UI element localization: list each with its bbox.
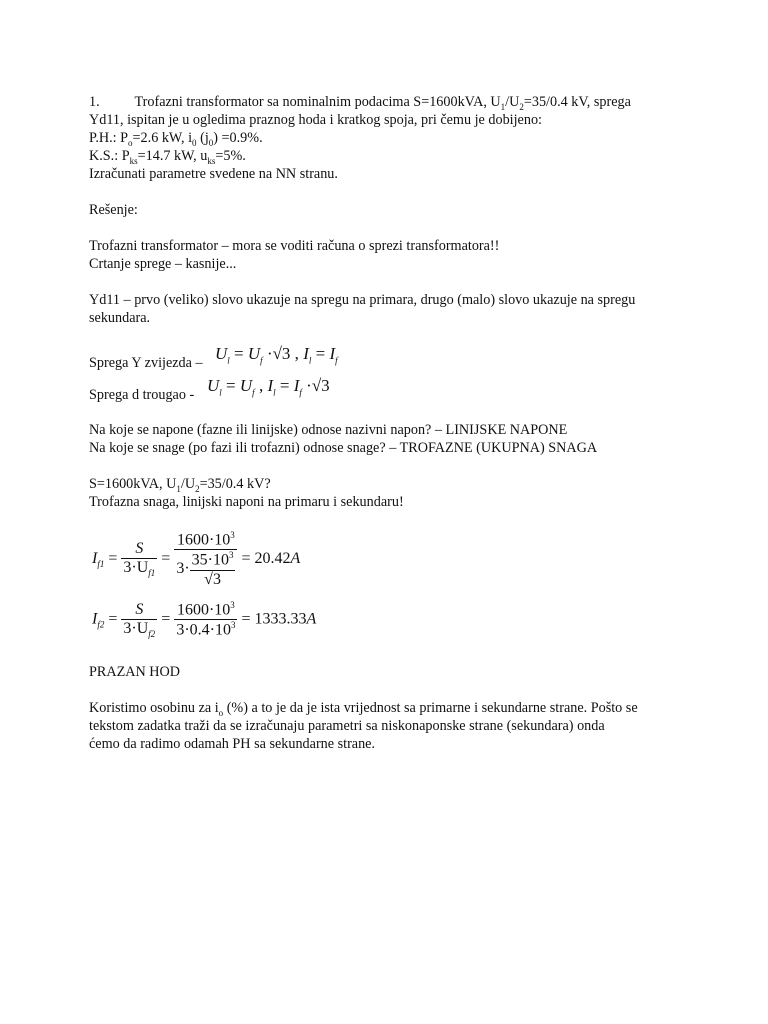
ph-text-c: (j	[196, 130, 209, 146]
eq2-den: 3·U	[123, 619, 149, 637]
eq1-den2-a: 3·	[176, 560, 190, 578]
eq2-den2-sup: 3	[230, 620, 236, 631]
y-label: Sprega Y zvijezda –	[89, 355, 203, 371]
ratings-line-2: Trofazna snaga, linijski naponi na primaru i sekundaru!	[89, 494, 404, 510]
eq2-frac-1	[121, 601, 157, 639]
paragraph-4c: ćemo da radimo odamah PH sa sekundarne strane.	[89, 736, 376, 752]
eq1-lhs-sub: f1	[97, 559, 105, 570]
ks-sub-p: ks	[129, 155, 138, 166]
ks-text-a: K.S.: P	[89, 148, 130, 164]
eq2-lhs: I	[92, 610, 98, 628]
solution-heading: Rešenje:	[89, 202, 138, 218]
d-label: Sprega d trougao -	[89, 387, 195, 403]
ph-text-d: ) =0.9%.	[213, 130, 263, 146]
task-text-1c: =35/0.4 kV, sprega	[523, 94, 631, 110]
u1-subscript: 1	[500, 101, 506, 112]
eq2-frac-2	[174, 600, 237, 640]
task-line-2: Yd11, ispitan je u ogledima praznog hoda i kratkog spoja, pri čemu je dobijeno:	[89, 112, 542, 128]
eq1-den2-num: 35·10	[191, 551, 229, 569]
paragraph-3a: Yd11 – prvo (veliko) slovo ukazuje na spregu na primara, drugo (malo) slovo ukazuje na spregu	[89, 292, 636, 308]
eq2-num2-sup: 3	[230, 600, 235, 610]
eq2-num2: 1600·10	[176, 601, 231, 619]
eq2-lhs-sub: f2	[97, 619, 105, 630]
eq1-num2-sup: 3	[230, 530, 235, 540]
d-connection-line	[89, 387, 194, 404]
section-heading-prazan-hod: PRAZAN HOD	[89, 664, 181, 680]
eq1-den2-sup: 3	[228, 550, 234, 561]
ph-sub-j0: 0	[208, 137, 214, 148]
eq2-den2: 3·0.4·10	[176, 621, 231, 639]
para4-a: Koristimo osobinu za i	[89, 700, 219, 716]
eq2-unit: A	[306, 610, 317, 628]
paragraph-2: Crtanje sprege – kasnije...	[89, 256, 237, 272]
paragraph-4b: tekstom zadatka traži da se izračunaju parametri sa niskonaponske strane (sekundara) onda	[89, 718, 605, 734]
ratings-sub-1: 1	[176, 483, 181, 494]
equation-if2: $I_{f2}$ = $\frac{S}{3\cdot U_{f2}}$ = $\frac{1600\cdot 10^3}{3\cdot 0.4\cdot 10^3}$ = 1333.33A	[92, 600, 317, 639]
ks-sub-u: ks	[207, 155, 216, 166]
eq1-den2-sqrt: √3	[190, 570, 236, 589]
ph-sub-o: o	[128, 137, 133, 148]
ratings-sub-2: 2	[195, 483, 200, 494]
ks-text-c: =5%.	[215, 148, 246, 164]
eq1-den: 3·U	[123, 559, 149, 577]
para4-sub: o	[218, 707, 224, 718]
y-connection-line	[89, 355, 203, 372]
u2-subscript: 2	[519, 101, 524, 112]
ratings-b: /U	[180, 476, 196, 492]
eq1-frac-1	[121, 540, 157, 578]
y-formula: $U_l = U_f \cdot√3$ , $I_l = I_f$	[215, 344, 338, 366]
eq1-num2: 1600·10	[176, 531, 231, 549]
question-2: Na koje se snage (po fazi ili trofazni) odnose snage? – TROFAZNE (UKUPNA) SNAGA	[89, 440, 598, 456]
eq2-den-sub: f2	[148, 628, 156, 639]
eq2-result: = 1333.33	[241, 610, 307, 628]
paragraph-3b: sekundara.	[89, 310, 151, 326]
ph-sub-0: 0	[192, 137, 197, 148]
task-number: 1.	[89, 94, 100, 110]
ks-text-b: =14.7 kW, u	[137, 148, 208, 164]
ratings-c: =35/0.4 kV?	[199, 476, 271, 492]
eq2-num: S	[135, 600, 144, 618]
eq1-den-sub: f1	[148, 568, 156, 579]
eq1-frac-2	[174, 530, 237, 589]
question-1: Na koje se napone (fazne ili linijske) odnose nazivni napon? – LINIJSKE NAPONE	[89, 422, 568, 438]
eq1-result: = 20.42	[241, 550, 291, 567]
para4-b: (%) a to je da je ista vrijednost sa primarne i sekundarne strane. Pošto se	[223, 700, 638, 716]
task-line-5: Izračunati parametre svedene na NN stranu.	[89, 166, 338, 182]
d-formula: $U_l = U_f$ , $I_l = I_f \cdot√3$	[207, 376, 330, 398]
eq1-unit: A	[290, 550, 301, 567]
eq1-lhs: I	[92, 550, 98, 567]
task-text-1b: /U	[505, 94, 520, 110]
ratings-a: S=1600kVA, U	[89, 476, 177, 492]
paragraph-1: Trofazni transformator – mora se voditi računa o sprezi transformatora!!	[89, 238, 500, 254]
ph-text-a: P.H.: P	[89, 130, 129, 146]
ph-text-b: =2.6 kW, i	[132, 130, 193, 146]
equation-if1: $I_{f1}$ = $\frac{S}{3\cdot U_{f1}}$ = $1600\cdot 10^3$ 3· $\frac{35\cdot 10^3}{√3}$ = 20.42A	[92, 530, 301, 588]
task-text-1: Trofazni transformator sa nominalnim podacima S=1600kVA, U	[134, 94, 501, 110]
eq1-num: S	[135, 540, 144, 558]
